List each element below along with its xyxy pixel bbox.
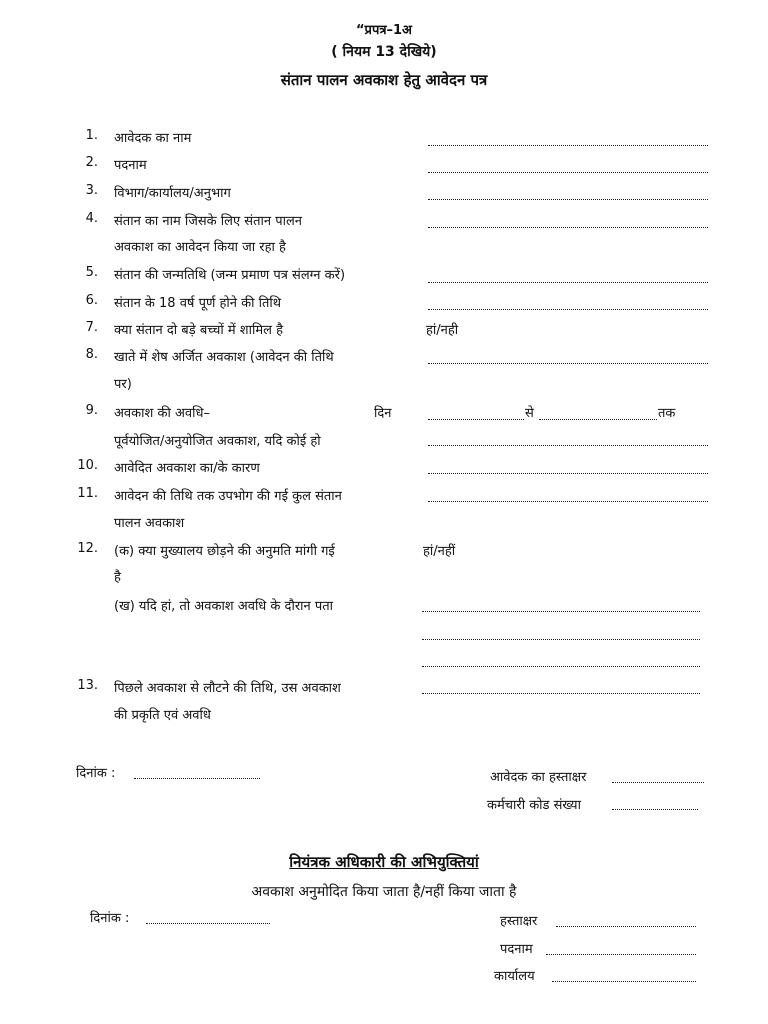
fill-line[interactable] <box>428 445 708 446</box>
controller-signature-label: हस्ताक्षर <box>500 914 538 929</box>
controller-office-field[interactable] <box>552 981 696 982</box>
fill-line[interactable] <box>422 693 700 694</box>
item-number: 2. <box>85 155 98 170</box>
to-label: तक <box>658 406 676 421</box>
item-label-continued: पालन अवकाश <box>114 516 185 531</box>
item-label: आवेदक का नाम <box>114 131 192 146</box>
item-label-continued: की प्रकृति एवं अवधि <box>114 708 211 723</box>
fill-line[interactable] <box>428 227 708 228</box>
answer-option[interactable]: हां/नही <box>426 323 459 338</box>
item-label-continued: अवकाश का आवेदन किया जा रहा है <box>114 240 286 255</box>
item-number: 8. <box>85 347 98 362</box>
item-label-sub: (ख) यदि हां, तो अवकाश अवधि के दौरान पता <box>114 599 334 614</box>
fill-line[interactable] <box>428 309 708 310</box>
item-label: (क) क्या मुख्यालय छोड़ने की अनुमति मांगी गई <box>114 544 335 559</box>
item-label-continued: पूर्वयोजित/अनुयोजित अवकाश, यदि कोई हो <box>114 434 321 449</box>
form-number: “प्रपत्र–1अ <box>356 23 412 38</box>
form-title: संतान पालन अवकाश हेतु आवेदन पत्र <box>280 71 488 89</box>
fill-line[interactable] <box>428 199 708 200</box>
employee-code-label: कर्मचारी कोड संख्या <box>487 798 581 813</box>
item-number: 1. <box>85 128 98 143</box>
item-label: पिछले अवकाश से लौटने की तिथि, उस अवकाश <box>114 681 341 696</box>
item-number: 10. <box>77 458 98 473</box>
item-label-continued: है <box>114 570 121 585</box>
item-label: आवेदन की तिथि तक उपभोग की गई कुल संतान <box>114 489 342 504</box>
item-number: 4. <box>85 211 98 226</box>
controller-signature-field[interactable] <box>556 926 696 927</box>
item-label: अवकाश की अवधि– <box>114 406 210 421</box>
from-label: से <box>525 406 534 421</box>
item-label: संतान के 18 वर्ष पूर्ण होने की तिथि <box>114 296 282 311</box>
item-label-continued: पर) <box>114 377 132 392</box>
item-label: संतान की जन्मतिथि (जन्म प्रमाण पत्र संलग्न करें) <box>114 268 346 283</box>
item-label: क्या संतान दो बड़े बच्चों में शामिल है <box>114 323 284 338</box>
item-number: 12. <box>77 541 98 556</box>
answer-option[interactable]: हां/नहीं <box>423 544 456 559</box>
address-line-1[interactable] <box>422 611 700 612</box>
address-line-2[interactable] <box>422 639 700 640</box>
item-label: पदनाम <box>114 158 147 173</box>
employee-code-field[interactable] <box>612 809 698 810</box>
item-number: 6. <box>85 293 98 308</box>
controller-date-label: दिनांक : <box>90 911 130 926</box>
item-number: 3. <box>85 183 98 198</box>
item-number: 13. <box>77 678 98 693</box>
item-label: संतान का नाम जिसके लिए संतान पालन <box>114 214 302 229</box>
rule-reference: ( नियम 13 देखिये) <box>331 44 437 60</box>
item-number: 5. <box>85 265 98 280</box>
to-date-line[interactable] <box>539 419 657 420</box>
item-label: विभाग/कार्यालय/अनुभाग <box>114 186 231 201</box>
controller-date-field[interactable] <box>146 923 270 924</box>
fill-line[interactable] <box>428 145 708 146</box>
applicant-signature-field[interactable] <box>612 782 704 783</box>
fill-line[interactable] <box>428 473 708 474</box>
item-label: खाते में शेष अर्जित अवकाश (आवेदन की तिथि <box>114 350 334 365</box>
days-label: दिन <box>374 406 392 421</box>
approval-statement: अवकाश अनुमोदित किया जाता है/नहीं किया जाता है <box>251 884 517 900</box>
controller-remarks-title: नियंत्रक अधिकारी की अभियुक्तियां <box>289 853 479 871</box>
controller-designation-field[interactable] <box>546 954 696 955</box>
item-number: 9. <box>85 403 98 418</box>
applicant-signature-label: आवेदक का हस्ताक्षर <box>490 770 587 785</box>
date-label: दिनांक : <box>76 766 116 781</box>
fill-line[interactable] <box>428 172 708 173</box>
date-field[interactable] <box>134 778 260 779</box>
controller-designation-label: पदनाम <box>500 942 533 957</box>
fill-line[interactable] <box>428 501 708 502</box>
item-label: आवेदित अवकाश का/के कारण <box>114 461 260 476</box>
controller-office-label: कार्यालय <box>494 969 535 984</box>
item-number: 11. <box>77 486 98 501</box>
fill-line[interactable] <box>428 363 708 364</box>
item-number: 7. <box>85 320 98 335</box>
address-line-3[interactable] <box>422 666 700 667</box>
from-date-line[interactable] <box>428 419 524 420</box>
fill-line[interactable] <box>428 282 708 283</box>
